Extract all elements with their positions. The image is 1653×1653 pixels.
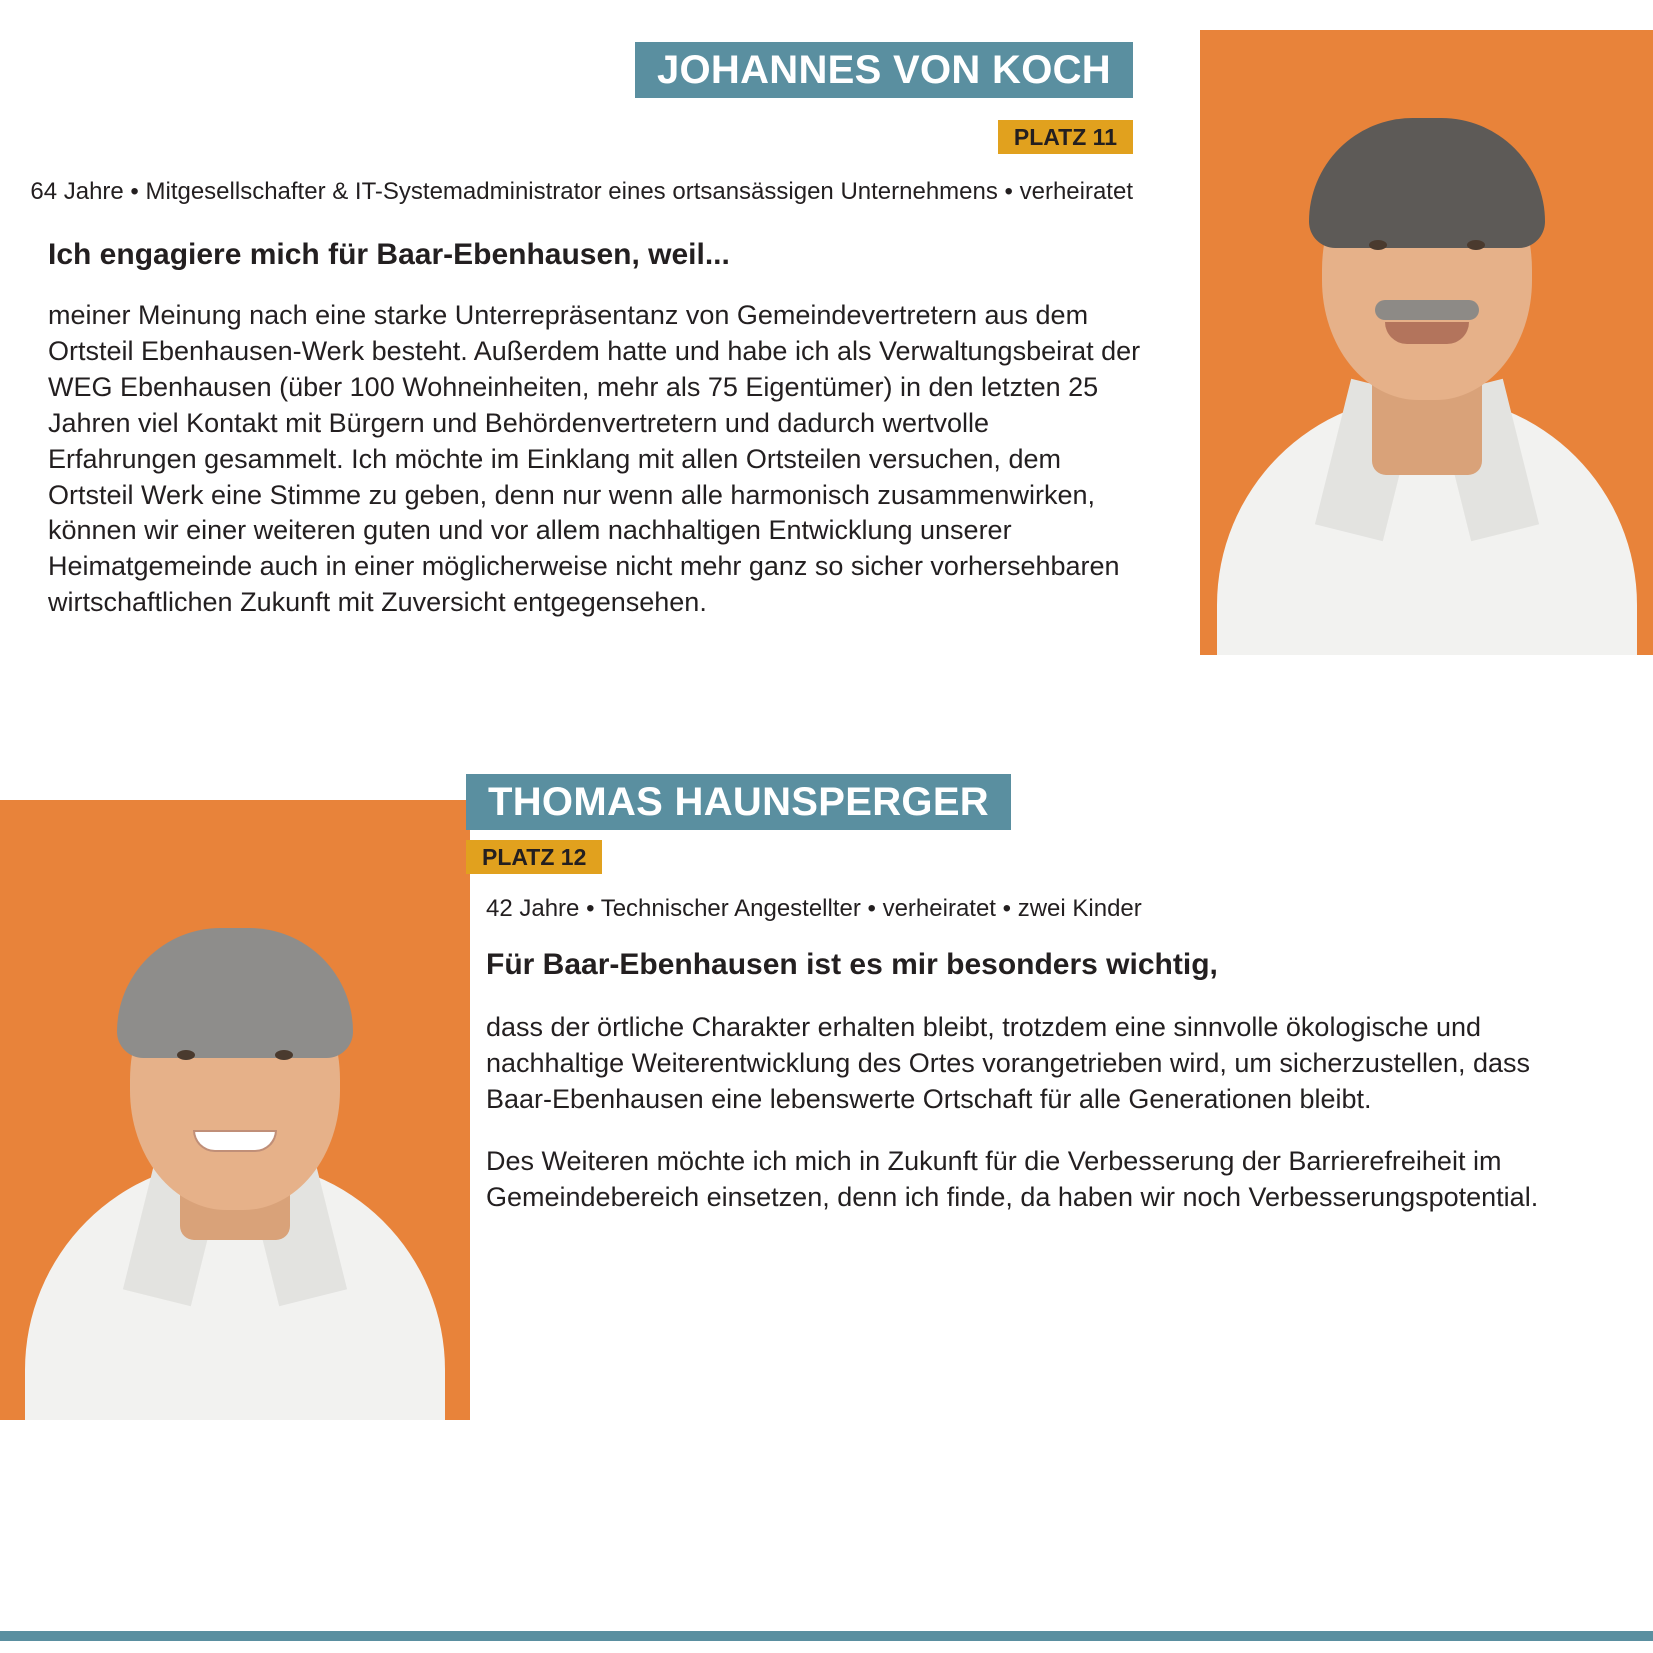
statement-paragraph: Des Weiteren möchte ich mich in Zukunft für die Verbesserung der Barrierefreiheit im Gemeindebereich einsetzen, denn ich finde, da haben wir noch Verbesserungspotential. <box>486 1145 1539 1212</box>
portrait-eye-left <box>177 1050 195 1060</box>
candidate-statement-headline: Ich engagiere mich für Baar-Ebenhausen, weil... <box>48 238 730 271</box>
portrait-mouth <box>1385 322 1469 344</box>
portrait-illustration <box>0 800 470 1420</box>
portrait-hair <box>117 928 353 1058</box>
portrait-hair <box>1309 118 1545 248</box>
portrait-illustration <box>1200 30 1653 655</box>
statement-paragraph: meiner Meinung nach eine starke Unterrepräsentanz von Gemeindevertretern aus dem Ortsteil Ebenhausen-Werk besteht. Außerdem hatte und habe ich als Verwaltungsbeirat der WEG Ebenhausen (über 100 Wohneinheiten, mehr als 75 Eigentümer) in den letzten 25 Jahren viel Kontakt mit Bürgern und Behördenvertretern und dadurch wertvolle Erfahrungen gesammelt. Ich möchte im Einklang mit allen Ortsteilen versuchen, dem Ortsteil Werk eine Stimme zu geben, denn nur wenn alle harmonisch zusammenwirken, können wir einer weiteren guten und vor allem nachhaltigen Entwicklung unserer Heimatgemeinde auch in einer möglicherweise nicht mehr ganz so sicher vorhersehbaren wirtschaftlichen Zukunft mit Zuversicht entgegensehen. <box>48 300 1141 618</box>
page-footer-rule <box>0 1631 1653 1641</box>
portrait-mouth <box>193 1130 277 1152</box>
candidate-meta-line: 42 Jahre • Technischer Angestellter • verheiratet • zwei Kinder <box>486 895 1142 922</box>
portrait-eye-left <box>1369 240 1387 250</box>
portrait-eye-right <box>1467 240 1485 250</box>
candidate-place-badge: PLATZ 11 <box>998 120 1133 154</box>
candidate-name-banner: THOMAS HAUNSPERGER <box>466 774 1011 830</box>
candidate-photo-thomas-haunsperger <box>0 800 470 1420</box>
statement-paragraph: dass der örtliche Charakter erhalten bleibt, trotzdem eine sinnvolle ökologische und nachhaltige Weiterentwicklung des Ortes vorangetrieben wird, um sicherzustellen, dass Baar-Ebenhausen eine lebenswerte Ortschaft für alle Generationen bleibt. <box>486 1012 1531 1114</box>
portrait-moustache <box>1375 300 1479 320</box>
candidate-place-badge: PLATZ 12 <box>466 840 602 874</box>
candidate-statement-body <box>486 1010 1556 1242</box>
candidate-name-banner: JOHANNES VON KOCH <box>635 42 1133 98</box>
candidate-statement-headline: Für Baar-Ebenhausen ist es mir besonders wichtig, <box>486 948 1218 981</box>
candidate-photo-johannes-von-koch <box>1200 30 1653 655</box>
candidate-meta-line: 64 Jahre • Mitgesellschafter & IT-Systemadministrator eines ortsansässigen Unternehmens • verheiratet <box>30 178 1133 205</box>
portrait-eye-right <box>275 1050 293 1060</box>
candidate-statement-body <box>48 298 1143 621</box>
